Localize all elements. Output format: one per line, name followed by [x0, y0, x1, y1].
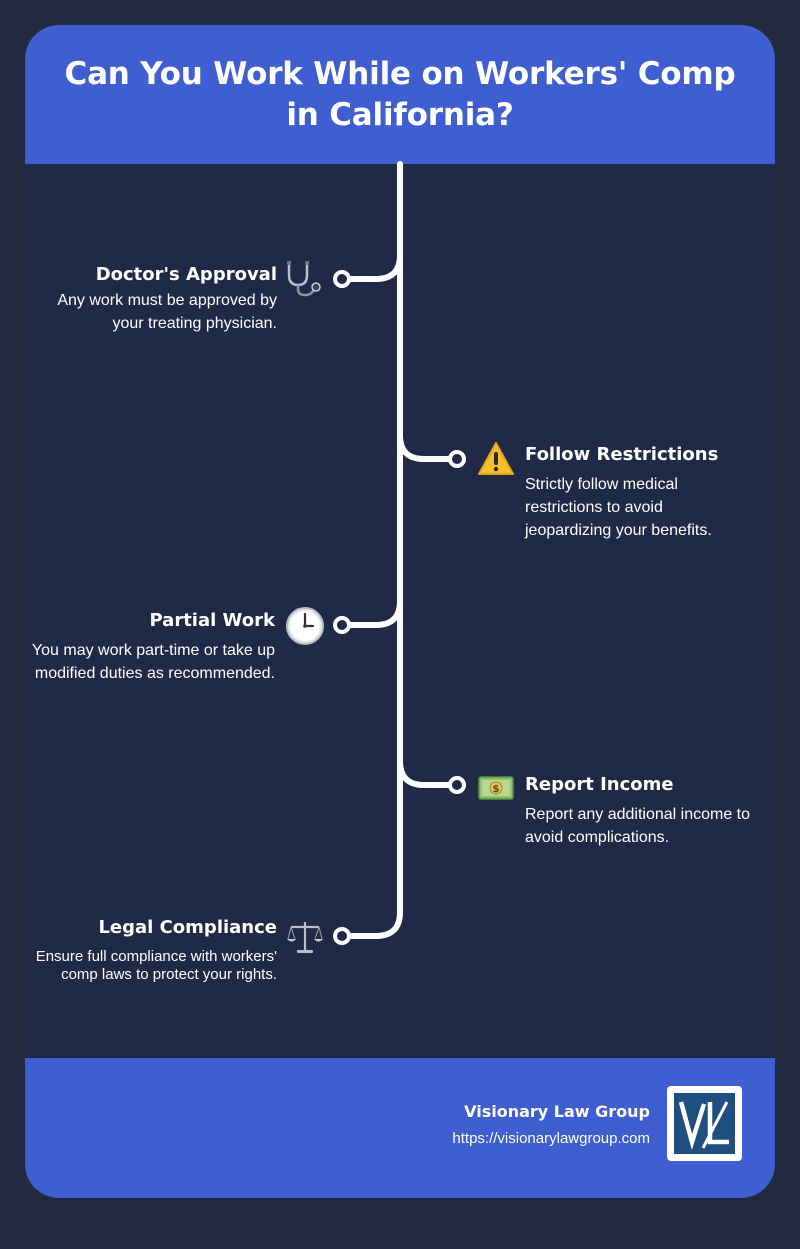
item-title: Doctor's Approval: [95, 264, 277, 285]
item-title: Report Income: [525, 774, 674, 795]
timeline-spine: [348, 164, 400, 279]
timeline-branch: [400, 255, 457, 459]
timeline-item-report-income: [525, 773, 770, 849]
item-description: You may work part-time or take up modified duties as recommended.: [31, 642, 275, 682]
timeline-branch: [348, 761, 400, 936]
item-description: Ensure full compliance with workers' comp laws to protect your rights.: [35, 948, 277, 983]
scales-icon: [285, 917, 325, 957]
vl-logo-icon: [667, 1086, 742, 1161]
item-title: Partial Work: [149, 610, 275, 631]
timeline-branch: [400, 601, 457, 785]
clock-icon: [285, 606, 325, 646]
svg-text:$: $: [492, 784, 500, 795]
warning-icon: [476, 439, 516, 479]
timeline-node: [335, 929, 349, 943]
item-description: Report any additional income to avoid complications.: [525, 806, 751, 846]
timeline-node: [335, 272, 349, 286]
company-url[interactable]: https://visionarylawgroup.com: [452, 1130, 650, 1147]
timeline-item-follow-restrictions: [525, 443, 750, 542]
timeline-item-legal-compliance: [35, 916, 277, 984]
item-title: Follow Restrictions: [525, 444, 719, 465]
item-description: Any work must be approved by your treating physician.: [57, 292, 277, 332]
item-description: Strictly follow medical restrictions to avoid jeopardizing your benefits.: [525, 476, 712, 539]
item-title: Legal Compliance: [98, 917, 277, 938]
stethoscope-icon: [283, 259, 323, 299]
infographic-card: [25, 25, 775, 1198]
company-name: Visionary Law Group: [464, 1102, 650, 1121]
timeline-node: [450, 778, 464, 792]
timeline-item-partial-work: [25, 609, 275, 685]
timeline-item-doctors-approval: [35, 263, 277, 335]
money-icon: [476, 768, 516, 808]
timeline-node: [450, 452, 464, 466]
timeline-branch: [348, 435, 400, 625]
footer-banner: [25, 1058, 775, 1198]
timeline-node: [335, 618, 349, 632]
page-title: Can You Work While on Workers' Comp in California?: [64, 55, 736, 133]
